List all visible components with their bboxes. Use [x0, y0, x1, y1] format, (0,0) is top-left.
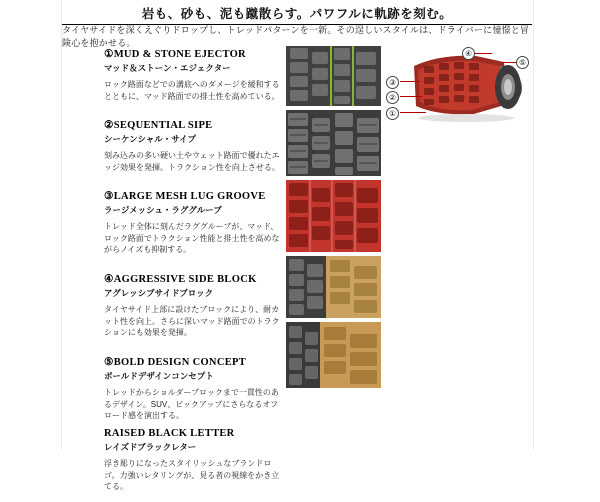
tread-pattern-icon: [286, 180, 381, 252]
feature-block: [104, 190, 282, 264]
tread-image-column: [286, 46, 381, 392]
callout-leader-line: [400, 112, 426, 113]
callout-leader-line: [474, 53, 492, 54]
feature-title: ①MUD & STONE EJECTOR: [104, 49, 246, 60]
left-frame-rule: [61, 0, 62, 450]
callout-leader-line: [502, 62, 516, 63]
left-margin: [0, 0, 61, 450]
feature-block: [104, 427, 282, 493]
feature-body: タイヤサイド上部に設けたブロックにより、耐カット性を向上。さらに深いマッド路面でのトラクションにも効果を発揮。: [104, 305, 280, 337]
feature-text-column: [104, 48, 282, 502]
callout-leader-line: [400, 81, 420, 82]
feature-subtitle: アグレッシブサイドブロック: [104, 288, 214, 298]
feature-body: 浮き彫りになったスタイリッシュなブランドロゴ。力強いレタリングが、見る者の視線をかき立てる。: [104, 459, 280, 491]
feature-subtitle: シーケンシャル・サイプ: [104, 134, 196, 144]
feature-title: ②SEQUENTIAL SIPE: [104, 120, 213, 131]
callout-marker-3: ③: [386, 76, 399, 89]
callout-marker-1: ①: [386, 107, 399, 120]
tire-photo-panel: [386, 44, 532, 130]
tread-pattern-icon: [286, 322, 381, 388]
callout-marker-2: ②: [386, 91, 399, 104]
feature-title: ⑤BOLD DESIGN CONCEPT: [104, 357, 247, 368]
feature-subtitle: ラージメッシュ・ラググルーブ: [104, 205, 222, 215]
feature-block: [104, 119, 282, 181]
callout-marker-5: ⑤: [516, 56, 529, 69]
right-margin: [534, 0, 600, 450]
feature-subtitle: ボールドデザインコンセプト: [104, 371, 214, 381]
feature-block: [104, 356, 282, 418]
feature-title: RAISED BLACK LETTER: [104, 428, 235, 439]
callout-leader-line: [400, 96, 422, 97]
callout-marker-4: ④: [462, 47, 475, 60]
tread-pattern-icon: [286, 46, 381, 106]
feature-title: ③LARGE MESH LUG GROOVE: [104, 191, 266, 202]
feature-subtitle: マッド＆ストーン・エジェクター: [104, 63, 231, 73]
page-subheadline: タイヤサイドを深くえぐりドロップし、トレッドパターンを一新。その逞しいスタイルは、ドライバーに憧憬と冒険心を抱かせる。: [62, 25, 530, 48]
tread-pattern-icon: [286, 110, 381, 176]
feature-body: トレッド全体に刻んだラググルーブが、マッド、ロック路面でトラクション性能と排土性を高めながらノイズも抑制する。: [104, 222, 280, 254]
feature-body: 刻み込みの多い硬い土やウェット路面で優れたエッジ効果を発揮。トラクション性を向上させる。: [104, 151, 280, 172]
tread-image-aggressive-side-block: [286, 256, 381, 318]
feature-body: ロック路面などでの溝底へのダメージを緩和するとともに、マッド路面での排土性を高めている。: [104, 80, 280, 101]
tread-image-sequential-sipe: [286, 110, 381, 176]
tread-pattern-icon: [286, 256, 381, 318]
tread-image-mud-stone-ejector: [286, 46, 381, 106]
page-headline: 岩も、砂も、泥も蹴散らす。パワフルに軌跡を刻む。: [141, 7, 453, 21]
feature-block: [104, 273, 282, 347]
tread-image-bold-design-concept: [286, 322, 381, 388]
tread-image-large-mesh-lug-groove: [286, 180, 381, 252]
feature-block: [104, 48, 282, 110]
feature-body: トレッドからショルダーブロックまで一貫性のあるデザイン。SUV、ピックアップにさらなるオフロード感を演出する。: [104, 388, 279, 420]
right-frame-rule: [533, 0, 534, 450]
feature-subtitle: レイズドブラックレター: [104, 442, 197, 452]
feature-title: ④AGGRESSIVE SIDE BLOCK: [104, 274, 257, 285]
